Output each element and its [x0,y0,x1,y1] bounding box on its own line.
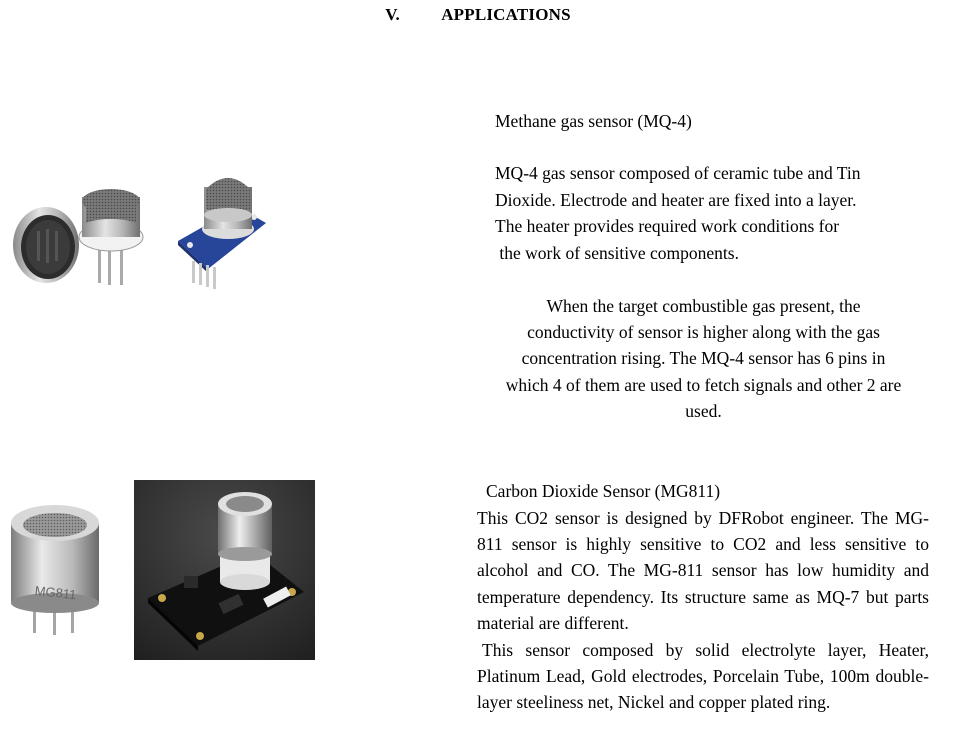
mq4-sensors-image [8,165,270,290]
methane-title: Methane gas sensor (MQ-4) [495,111,692,131]
mq4-front-view [79,189,143,285]
methane-p2-line-2: conductivity of sensor is higher along with the gas [527,322,880,342]
section-title: APPLICATIONS [441,5,571,24]
section-number: V. [385,5,400,24]
co2-title: Carbon Dioxide Sensor (MG811) [486,481,721,501]
co2-paragraph-2: This sensor composed by solid electrolyte layer, Heater, Platinum Lead, Gold electrodes, Porcelain Tube, 100m double-layer steeliness net, Nickel and copper plated ring. [477,640,929,713]
mq4-module-view [178,178,266,289]
section-heading [0,5,956,25]
methane-p2-line-1: When the target combustible gas present, the [546,296,861,316]
mg811-module-image [134,480,315,660]
co2-paragraph-1: This CO2 sensor is designed by DFRobot engineer. The MG-811 sensor is highly sensitive to CO2 and less sensitive to alcohol and CO. The MG-811 sensor has low humidity and temperature dependency. Its structure same as MQ-7 but parts material are different. [477,508,929,633]
mg811-sensor-image [5,495,105,635]
methane-p2-line-3: concentration rising. The MQ-4 sensor has 6 pins in [521,348,886,368]
methane-line-2: Dioxide. Electrode and heater are fixed into a layer. [495,190,857,210]
mq4-back-view [13,207,79,283]
methane-line-3: The heater provides required work conditions for [495,216,840,236]
methane-p2-line-4: which 4 of them are used to fetch signals and other 2 are [505,375,902,395]
methane-p2-line-5: used. [685,401,722,421]
mg811-marking: MG811 [34,582,78,603]
methane-line-4: the work of sensitive components. [495,243,739,263]
methane-line-1: MQ-4 gas sensor composed of ceramic tube and Tin [495,163,861,183]
